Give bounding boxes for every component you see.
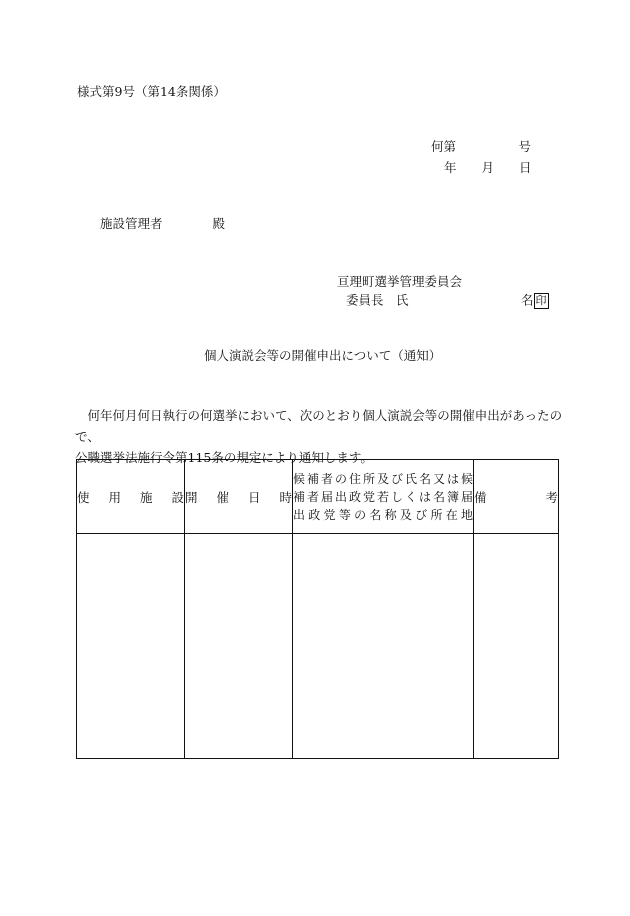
seal-mark: 印 [535,294,547,307]
table-row [77,534,559,759]
cell-datetime [185,534,293,759]
form-number: 様式第9号（第14条関係） [77,84,226,99]
header-candidate [293,460,474,534]
header-remarks [474,460,559,534]
cell-candidate [293,534,474,759]
document-number: 何第 号 [431,139,532,154]
cell-remarks [474,534,559,759]
header-remarks-char-1: 備 [474,489,487,505]
issuer-organization: 亘理町選挙管理委員会 [337,274,463,289]
header-datetime: 開催日時 [185,460,293,534]
notice-table [76,459,559,759]
header-candidate-line-2: 補者届出政党若しくは名簿届 [293,489,473,504]
body-line-1: 何年何月何日執行の何選挙において、次のとおり個人演説会等の開催申出があったので、 [75,408,563,444]
issuer-title-name: 委員長 氏 名 [346,292,534,308]
header-candidate-line-1: 候補者の住所及び氏名又は候 [293,471,473,486]
body-line-2: 公職選挙法施行令第115条の規定により通知します。 [75,450,373,465]
cell-facility [77,534,185,759]
table-header-row [77,460,559,534]
header-remarks-char-2: 考 [545,489,558,505]
issue-date: 年 月 日 [444,160,532,175]
addressee: 施設管理者 殿 [100,216,226,231]
header-candidate-line-3: 出政党等の名称及び所在地 [293,507,473,522]
issuer-title [346,293,549,309]
header-facility: 使用施設 [77,460,185,534]
subject-title: 個人演説会等の開催申出について（通知） [204,348,442,363]
